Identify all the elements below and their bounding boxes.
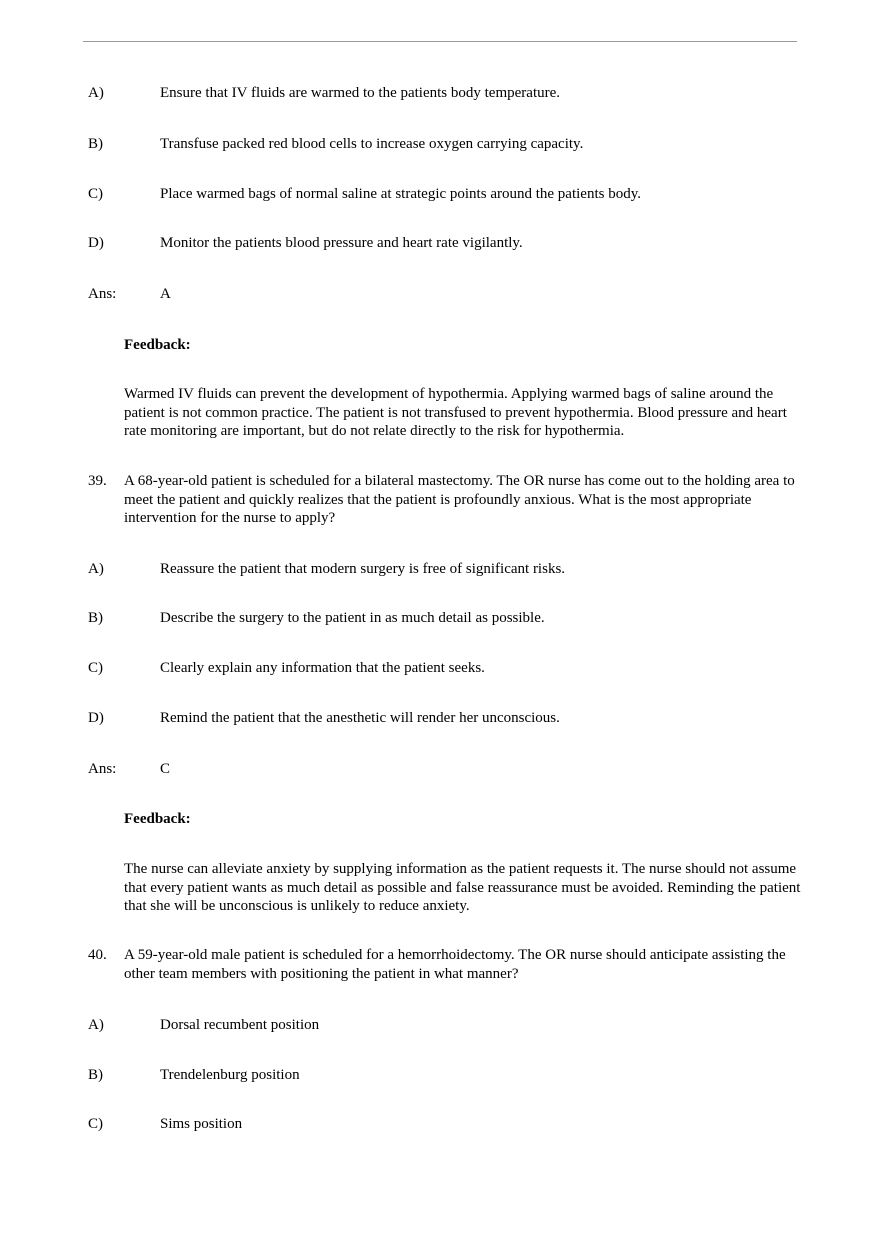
option-label: A) [88, 85, 104, 101]
option-text: Transfuse packed red blood cells to increase oxygen carrying capacity. [160, 136, 584, 152]
feedback-heading: Feedback: [124, 811, 191, 827]
option-text: Describe the surgery to the patient in as much detail as possible. [160, 610, 545, 626]
feedback-text: Warmed IV fluids can prevent the development of hypothermia. Applying warmed bags of saline around the patient is not common practice. The patient is not transfused to prevent hypothermia. Blood pressure and heart rate monitoring are important, but do not relate directly to the risk for hypothermia. [124, 386, 787, 439]
header-rule [83, 41, 797, 42]
option-text: Ensure that IV fluids are warmed to the patients body temperature. [160, 85, 561, 101]
option-label: D) [88, 710, 104, 726]
option-label: B) [88, 1067, 103, 1083]
answer-value: C [160, 761, 171, 777]
option-text: Dorsal recumbent position [160, 1017, 320, 1033]
question-stem: A 59-year-old male patient is scheduled for a hemorrhoidectomy. The OR nurse should anticipate assisting the other team members with positioning the patient in what manner? [124, 947, 786, 982]
option-label: A) [88, 561, 104, 577]
option-label: C) [88, 660, 103, 676]
option-label: B) [88, 136, 103, 152]
option-label: A) [88, 1017, 104, 1033]
question-number: 39. [88, 473, 107, 489]
option-text: Remind the patient that the anesthetic will render her unconscious. [160, 710, 560, 726]
option-label: C) [88, 1116, 103, 1132]
answer-label: Ans: [88, 286, 117, 302]
option-text: Reassure the patient that modern surgery is free of significant risks. [160, 561, 566, 577]
answer-label: Ans: [88, 761, 117, 777]
option-text: Sims position [160, 1116, 243, 1132]
option-label: C) [88, 186, 103, 202]
answer-value: A [160, 286, 171, 302]
question-number: 40. [88, 947, 107, 963]
option-text: Place warmed bags of normal saline at strategic points around the patients body. [160, 186, 641, 202]
option-label: B) [88, 610, 103, 626]
feedback-heading: Feedback: [124, 337, 191, 353]
option-text: Monitor the patients blood pressure and heart rate vigilantly. [160, 235, 523, 251]
feedback-text: The nurse can alleviate anxiety by supplying information as the patient requests it. The nurse should not assume that every patient wants as much detail as possible and false reassurance must be avoided. Reminding the patient that she will be unconscious is unlikely to reduce anxiety. [124, 861, 801, 914]
option-text: Trendelenburg position [160, 1067, 300, 1083]
option-label: D) [88, 235, 104, 251]
option-text: Clearly explain any information that the patient seeks. [160, 660, 485, 676]
question-stem: A 68-year-old patient is scheduled for a bilateral mastectomy. The OR nurse has come out to the holding area to meet the patient and quickly realizes that the patient is profoundly anxious. What is the most appropriate intervention for the nurse to apply? [124, 473, 795, 526]
